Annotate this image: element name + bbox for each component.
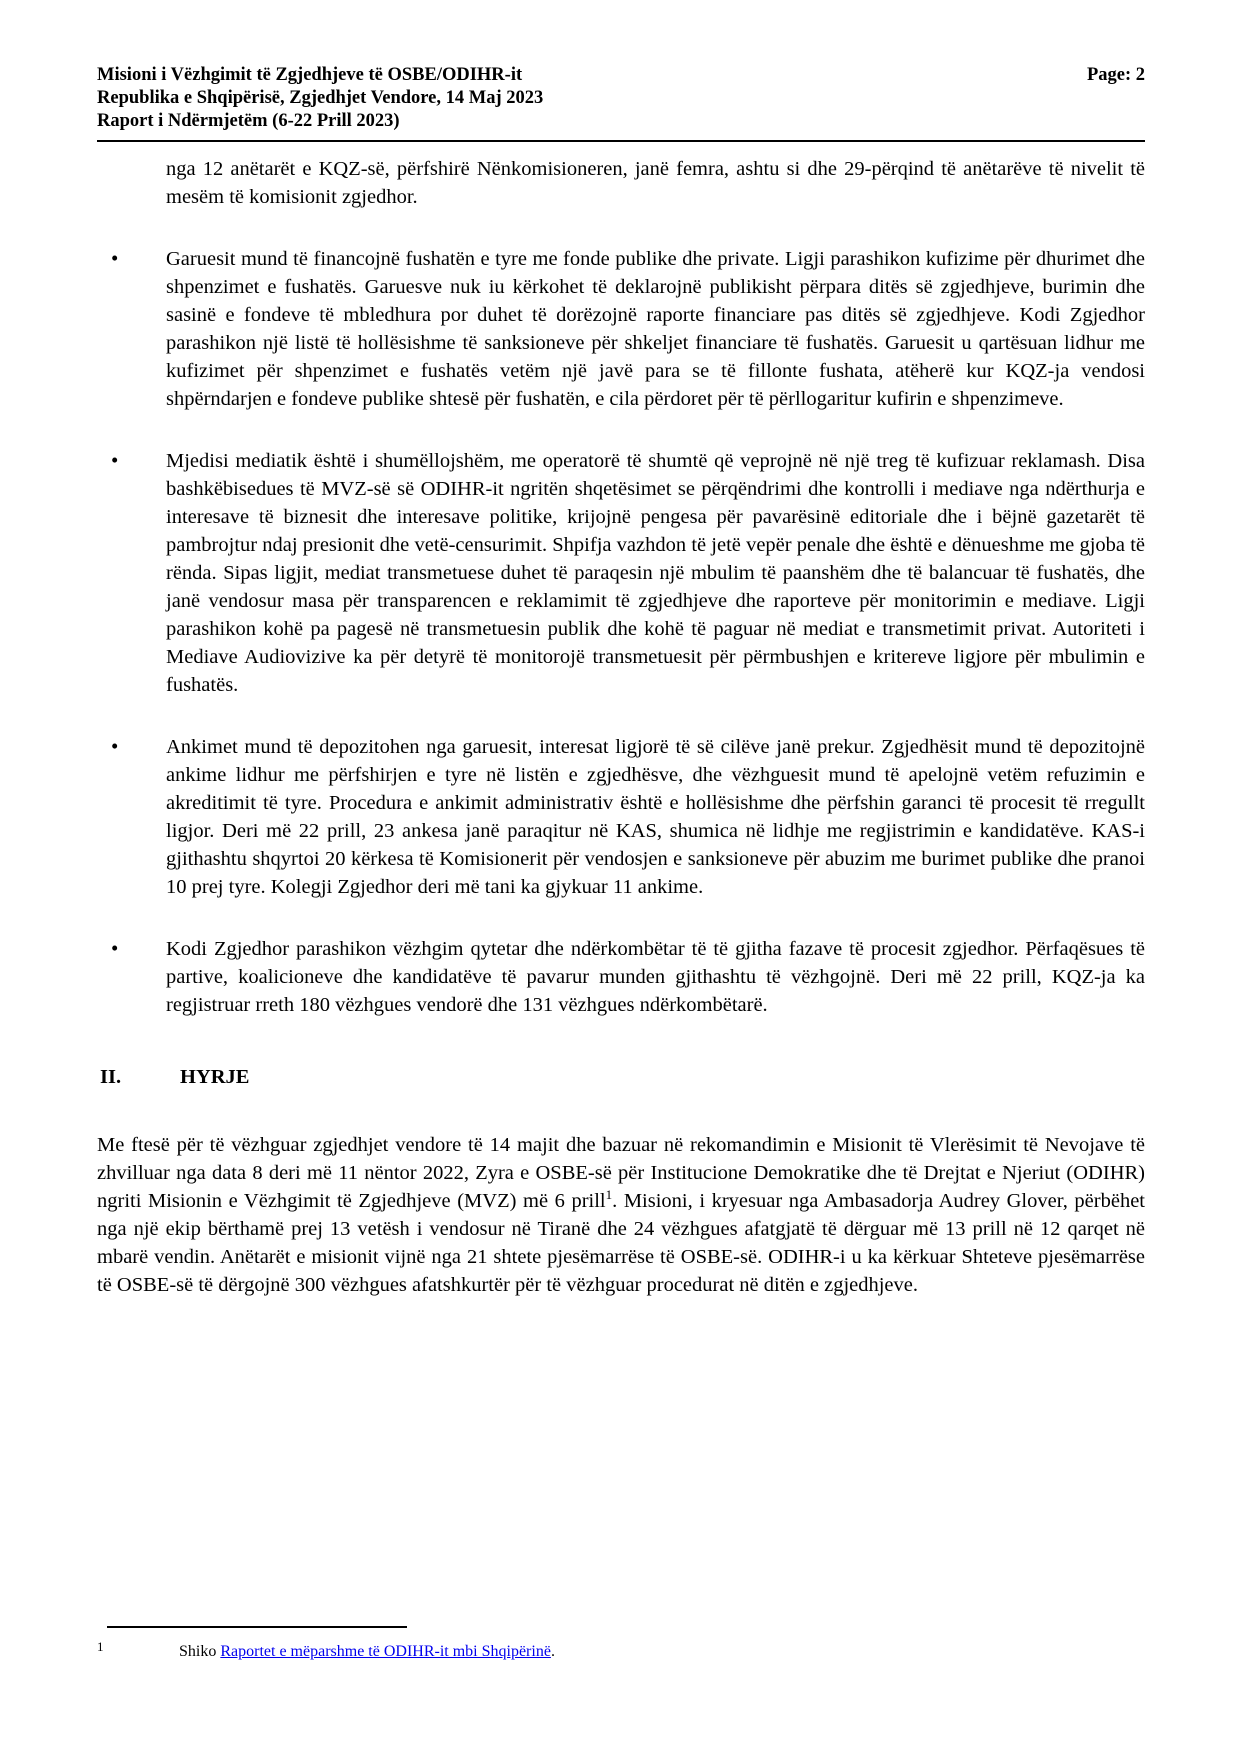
footnote-reference-marker: 1 xyxy=(605,1187,613,1203)
bullet-icon: • xyxy=(111,936,119,960)
footnote-suffix: . xyxy=(550,1643,555,1660)
footnote-number: 1 xyxy=(97,1639,104,1654)
header-report-subtitle: Raport i Ndërmjetëm (6-22 Prill 2023) xyxy=(97,111,400,131)
header-election-subtitle: Republika e Shqipërisë, Zgjedhjet Vendore, 14 Maj 2023 xyxy=(97,88,544,108)
header-divider xyxy=(97,140,1145,142)
bullet-item-campaign-finance xyxy=(97,245,1145,413)
bullet-item-complaints xyxy=(97,733,1145,901)
introduction-paragraph xyxy=(97,1131,1145,1299)
footnote-prefix: Shiko xyxy=(179,1643,221,1660)
page-number-label: Page: 2 xyxy=(1086,65,1145,85)
bullet-icon: • xyxy=(111,246,119,270)
footnote-section xyxy=(97,1618,1145,1663)
bullet-icon: • xyxy=(111,448,119,472)
bullet-text: Kodi Zgjedhor parashikon vëzhgim qytetar dhe ndërkombëtar të të gjitha fazave të procesit zgjedhor. Përfaqësues të partive, koalicioneve dhe kandidatëve të pavarur munden gjithashtu të vëzhgojnë. Deri më 22 prill, KQZ-ja ka regjistruar rreth 180 vëzhgues vendorë dhe 131 vëzhgues ndërkombëtarë. xyxy=(166,938,1145,1016)
bullet-item-observation xyxy=(97,935,1145,1019)
section-number: II. xyxy=(100,1066,122,1088)
section-heading-hyrje xyxy=(100,1063,1145,1091)
footnote xyxy=(97,1641,1145,1663)
bullet-list xyxy=(97,245,1145,1019)
bullet-text: Garuesit mund të financojnë fushatën e tyre me fonde publike dhe private. Ligji parashikon kufizime për dhurimet dhe shpenzimet e fushatës. Garuesve nuk iu kërkohet të deklarojnë publikisht përpara ditës së zgjedhjeve, burimin dhe sasinë e fondeve të mbledhura por duhet të dorëzojnë raporte financiare pas ditës së zgjedhjeve. Kodi Zgjedhor parashikon një listë të hollësishme të sanksioneve për shkeljet financiare të fushatës. Garuesit u qartësuan lidhur me kufizimet për shpenzimet e fushatës vetëm një javë para se të fillonte fushata, atëherë kur KQZ-ja vendosi shpërndarjen e fondeve publike shtesë për fushatën, e cila përdoret për të përllogaritur kufirin e shpenzimeve. xyxy=(166,248,1145,410)
intro-text-after-footnote: . Misioni, i kryesuar nga Ambasadorja Audrey Glover, përbëhet nga një ekip bërthamë prej 13 vetësh i vendosur në Tiranë dhe 24 vëzhgues afatgjatë të dërguar më 13 prill në 12 qarqet në mbarë vendin. Anëtarët e misionit vijnë nga 21 shtete pjesëmarrëse të OSBE-së. ODIHR-i u ka kërkuar Shteteve pjesëmarrëse të OSBE-së të dërgojnë 300 vëzhgues afatshkurtër për të vëzhguar procedurat në ditën e zgjedhjeve. xyxy=(97,1190,1146,1296)
bullet-text: Mjedisi mediatik është i shumëllojshëm, me operatorë të shumtë që veprojnë në një treg të kufizuar reklamash. Disa bashkëbisedues të MVZ-së së ODIHR-it ngritën shqetësimet se përqëndrimi dhe kontrolli i mediave nga ndërthurja e interesave të biznesit dhe interesave politike, krijojnë pengesa për pavarësinë editoriale dhe i bëjnë gazetarët të pambrojtur ndaj presionit dhe vetë-censurimit. Shpifja vazhdon të jetë vepër penale dhe është e dënueshme me gjoba të rënda. Sipas ligjit, mediat transmetuese duhet të paraqesin një mbulim të paanshëm dhe të balancuar të fushatës, dhe janë vendosur masa për transparencen e reklamimit të zgjedhjeve dhe raporteve për monitorimin e mediave. Ligji parashikon kohë pa pagesë në transmetuesin publik dhe kohë të paguar në mediat e transmetimit privat. Autoriteti i Mediave Audiovizive ka për detyrë të monitorojë transmetuesit për përmbushjen e kritereve ligjore për mbulimin e fushatës. xyxy=(166,450,1145,696)
footnote-divider xyxy=(107,1626,407,1628)
bullet-icon: • xyxy=(111,734,119,758)
footnote-link-previous-odihr-reports[interactable]: Raportet e mëparshme të ODIHR-it mbi Shqipërinë xyxy=(220,1643,551,1660)
footnote-text xyxy=(179,1643,555,1660)
section-title: HYRJE xyxy=(180,1066,250,1088)
page-header xyxy=(97,64,1145,142)
document-body xyxy=(97,155,1145,1299)
intro-text-before-footnote: Me ftesë për të vëzhguar zgjedhjet vendore të 14 majit dhe bazuar në rekomandimin e Misionit të Vlerësimit të Nevojave të zhvilluar nga data 8 deri më 11 nëntor 2022, Zyra e OSBE-së për Institucione Demokratike dhe të Drejtat e Njeriut (ODIHR) ngriti Misionin e Vëzhgimit të Zgjedhjeve (MVZ) më 6 prill xyxy=(97,1134,1145,1212)
header-title-block xyxy=(97,64,543,133)
bullet-item-media-environment xyxy=(97,447,1145,699)
bullet-text: Ankimet mund të depozitohen nga garuesit, interesat ligjorë të së cilëve janë prekur. Zgjedhësit mund të depozitojnë ankime lidhur me përfshirjen e tyre në listën e zgjedhësve, dhe vëzhguesit mund të apelojnë vetëm refuzimin e akreditimit të tyre. Procedura e ankimit administrativ është e hollësishme dhe përfshin garanci të procesit të rregullt ligjor. Deri më 22 prill, 23 ankesa janë paraqitur në KAS, shumica në lidhje me regjistrimin e kandidatëve. KAS-i gjithashtu shqyrtoi 20 kërkesa të Komisionerit për vendosjen e sanksioneve për abuzim me burimet publike dhe pranoi 10 prej tyre. Kolegji Zgjedhor deri më tani ka gjykuar 11 ankime. xyxy=(166,736,1145,898)
continued-paragraph: nga 12 anëtarët e KQZ-së, përfshirë Nënkomisioneren, janë femra, ashtu si dhe 29-përqind të anëtarëve të nivelit të mesëm të komisionit zgjedhor. xyxy=(166,158,1145,208)
header-row xyxy=(97,64,1145,133)
header-mission-title: Misioni i Vëzhgimit të Zgjedhjeve të OSBE/ODIHR-it xyxy=(97,65,523,85)
